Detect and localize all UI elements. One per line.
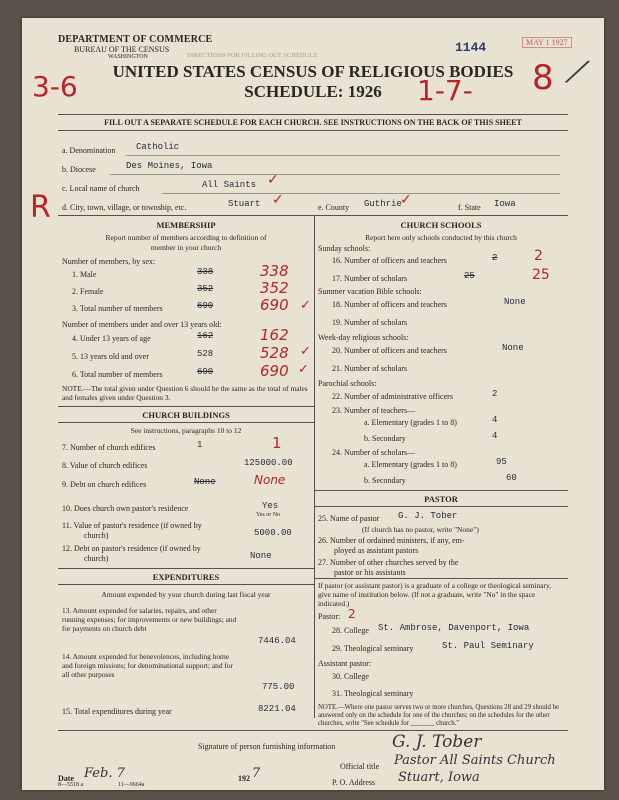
- q22-label: 22. Number of administrative officers: [332, 392, 453, 401]
- received-stamp: MAY 1 1927: [522, 37, 572, 48]
- city-value: Stuart: [228, 199, 261, 209]
- q31-label: 31. Theological seminary: [332, 689, 414, 698]
- q4-label: 4. Under 13 years of age: [72, 334, 151, 343]
- membership-note: NOTE.—The total given under Question 6 should be the same as the total of males and females given under Question 3.: [62, 384, 308, 402]
- q29-value: St. Paul Seminary: [442, 641, 534, 651]
- buildings-heading: CHURCH BUILDINGS: [142, 410, 230, 420]
- rule: [126, 155, 560, 156]
- schedule-title: SCHEDULE: 1926: [244, 82, 382, 101]
- rule: [314, 578, 568, 579]
- serial-number: 1144: [455, 40, 487, 55]
- q25-value: G. J. Tober: [398, 511, 458, 521]
- q10-label: 10. Does church own pastor's residence: [62, 504, 189, 513]
- q27-label-2: pastor or his assistants: [334, 568, 406, 577]
- q12-label-2: church): [84, 554, 109, 563]
- q13-label: 13. Amount expended for salaries, repairs, and other running expenses; for improvements or new buildings; and for payments on church debt: [62, 606, 237, 633]
- r-margin-mark: R: [30, 190, 51, 225]
- q7-typed-value: 1: [197, 440, 203, 450]
- sunday-label: Sunday schools:: [318, 244, 371, 253]
- q14-value: 775.00: [262, 682, 295, 692]
- expenditures-intro: Amount expended by your church during last fiscal year: [101, 590, 271, 599]
- rule: [162, 193, 560, 194]
- q9-label: 9. Debt on church edifices: [62, 480, 147, 489]
- q10-sub: Yes or No: [256, 512, 281, 518]
- q29-label: 29. Theological seminary: [332, 644, 414, 653]
- q4-typed-value: 162: [197, 331, 214, 341]
- membership-intro-2: member in your church: [150, 243, 222, 252]
- q7-hand-value: 1: [272, 434, 282, 452]
- q17-typed: 25: [464, 271, 475, 281]
- assistant-label: Assistant pastor:: [318, 659, 372, 668]
- right-code-mark: 8: [532, 58, 554, 98]
- q8-value: 125000.00: [244, 458, 293, 468]
- form-code-2: 11—9664a: [118, 782, 145, 788]
- bureau-name: BUREAU OF THE CENSUS: [74, 45, 170, 54]
- rule: [58, 114, 568, 115]
- schools-heading: CHURCH SCHOOLS: [400, 220, 482, 230]
- q3-typed-value: 690: [197, 301, 214, 311]
- q27-label: 27. Number of other churches served by the: [318, 558, 459, 567]
- q3-hand-value: 690: [260, 296, 289, 314]
- q28-value: St. Ambrose, Davenport, Iowa: [378, 623, 530, 633]
- q1-typed-value: 338: [197, 267, 214, 277]
- form-code: 8—5518 a: [58, 782, 84, 788]
- q16-typed: 2: [492, 253, 498, 263]
- show-through-heading: DIRECTIONS FOR FILLING OUT SCHEDULE: [187, 52, 318, 59]
- q1-hand-value: 338: [260, 262, 289, 280]
- weekday-label: Week-day religious schools:: [318, 333, 409, 342]
- state-label: f. State: [458, 203, 481, 212]
- check-mark-icon: ✓: [272, 192, 284, 208]
- q14-label: 14. Amount expended for benevolences, including home and foreign missions; for denominational support; and for all other purposes: [62, 652, 233, 679]
- q23a-label: a. Elementary (grades 1 to 8): [364, 418, 457, 427]
- q22-value: 2: [492, 389, 498, 399]
- q2-label: 2. Female: [72, 287, 104, 296]
- county-value: Guthrie: [364, 199, 402, 209]
- q2-typed-value: 352: [197, 284, 214, 294]
- city-label: d. City, town, village, or township, etc.: [62, 203, 187, 212]
- official-title-label: Official title: [340, 762, 380, 771]
- department-name: DEPARTMENT OF COMMERCE: [58, 34, 213, 45]
- church-name-value: All Saints: [202, 180, 257, 190]
- po-address-value: Stuart, Iowa: [398, 770, 480, 785]
- q11-value: 5000.00: [254, 528, 292, 538]
- q12-value: None: [250, 551, 272, 561]
- expenditures-heading: EXPENDITURES: [152, 572, 220, 582]
- by-sex-label: Number of members, by sex:: [62, 257, 156, 266]
- q10-value: Yes: [262, 501, 279, 511]
- q16-hand: 2: [534, 248, 543, 264]
- pastor-heading: PASTOR: [424, 494, 458, 504]
- q3-label: 3. Total number of members: [72, 304, 163, 313]
- form-title: UNITED STATES CENSUS OF RELIGIOUS BODIES: [112, 62, 514, 81]
- rule: [58, 215, 568, 216]
- vacation-label: Summer vacation Bible schools:: [318, 287, 422, 296]
- q18-label: 18. Number of officers and teachers: [332, 300, 447, 309]
- column-divider: [314, 578, 315, 718]
- rule: [314, 490, 568, 491]
- q15-value: 8221.04: [258, 704, 296, 714]
- middle-code-mark: 1-7-: [417, 74, 473, 107]
- schools-intro: Report here only schools conducted by this church: [365, 233, 517, 242]
- po-address-label: P. O. Address: [332, 778, 376, 787]
- rule: [314, 506, 568, 507]
- q20-label: 20. Number of officers and teachers: [332, 346, 447, 355]
- rule: [58, 568, 314, 569]
- by-age-label: Number of members under and over 13 years old:: [62, 320, 222, 329]
- q9-value: None: [194, 477, 216, 487]
- graduate-note: If pastor (or assistant pastor) is a graduate of a college or theological seminary, give name of institution below. (If not a graduate, write "No" in the space indicated.): [318, 581, 552, 608]
- q6-hand-value: 690: [260, 362, 289, 380]
- signature-label: Signature of person furnishing information: [198, 742, 336, 751]
- official-title-value: Pastor All Saints Church: [394, 753, 556, 768]
- q5-label: 5. 13 years old and over: [72, 352, 149, 361]
- rule: [58, 130, 568, 131]
- denomination-label: a. Denomination: [62, 146, 116, 155]
- diocese-label: b. Diocese: [62, 165, 96, 174]
- q11-label: 11. Value of pastor's residence (if owned by: [62, 521, 202, 530]
- q30-label: 30. College: [332, 672, 369, 681]
- q13-value: 7446.04: [258, 636, 296, 646]
- q25-label: 25. Name of pastor: [318, 514, 380, 523]
- pastor-note: NOTE.—Where one pastor serves two or more churches, Questions 28 and 29 should be answered only on the schedule for one of the churches; on the schedules for the other churches, write "See schedule for _______ church.": [318, 704, 560, 727]
- check-mark-icon: ✓: [300, 344, 311, 359]
- membership-heading: MEMBERSHIP: [156, 220, 216, 230]
- q16-label: 16. Number of officers and teachers: [332, 256, 447, 265]
- q15-label: 15. Total expenditures during year: [62, 707, 172, 716]
- q11-label-2: church): [84, 531, 109, 540]
- q9-hand-value: None: [254, 473, 286, 487]
- year-prefix: 192: [238, 774, 250, 783]
- check-mark-icon: ✓: [300, 298, 311, 313]
- q12-label: 12. Debt on pastor's residence (if owned by: [62, 544, 201, 553]
- q24b-value: 60: [506, 473, 517, 483]
- q24a-value: 95: [496, 457, 507, 467]
- check-mark-icon: ╱: [565, 56, 589, 88]
- pastor-mark: 2: [348, 607, 356, 621]
- census-schedule-sheet: [22, 18, 604, 790]
- q4-hand-value: 162: [260, 326, 289, 344]
- q6-typed-value: 690: [197, 367, 214, 377]
- year-suffix: 7: [252, 766, 261, 781]
- county-label: e. County: [318, 203, 350, 212]
- check-mark-icon: ✓: [267, 172, 279, 188]
- q6-label: 6. Total number of members: [72, 370, 163, 379]
- check-mark-icon: ✓: [400, 192, 412, 208]
- q5-typed-value: 528: [197, 349, 214, 359]
- q2-hand-value: 352: [260, 279, 289, 297]
- q17-label: 17. Number of scholars: [332, 274, 408, 283]
- rule: [110, 174, 560, 175]
- q23a-value: 4: [492, 415, 498, 425]
- q25-sub: (If church has no pastor, write "None"): [362, 525, 479, 534]
- column-divider: [314, 215, 315, 578]
- buildings-subheading: See instructions, paragraphs 10 to 12: [130, 426, 242, 435]
- rule: [58, 406, 314, 407]
- q24-label: 24. Number of scholars—: [332, 448, 416, 457]
- rule: [58, 584, 314, 585]
- instructions-line: FILL OUT A SEPARATE SCHEDULE FOR EACH CHURCH. SEE INSTRUCTIONS ON THE BACK OF THIS SHEET: [104, 118, 522, 127]
- q21-label: 21. Number of scholars: [332, 364, 408, 373]
- q8-label: 8. Value of church edifices: [62, 461, 148, 470]
- q17-hand: 25: [532, 267, 550, 283]
- q23-label: 23. Number of teachers—: [332, 406, 416, 415]
- city-name: WASHINGTON: [108, 54, 148, 60]
- q20-value: None: [502, 343, 524, 353]
- q5-hand-value: 528: [260, 344, 289, 362]
- q28-label: 28. College: [332, 626, 369, 635]
- q7-label: 7. Number of church edifices: [62, 443, 156, 452]
- membership-intro: Report number of members according to definition of: [105, 233, 267, 242]
- q18-value: None: [504, 297, 526, 307]
- q26-label: 26. Number of ordained ministers, if any, em-: [318, 536, 465, 545]
- parochial-label: Parochial schools:: [318, 379, 377, 388]
- q23b-value: 4: [492, 431, 498, 441]
- rule: [58, 422, 314, 423]
- rule: [58, 730, 568, 731]
- check-mark-icon: ✓: [298, 362, 309, 377]
- q24a-label: a. Elementary (grades 1 to 8): [364, 460, 457, 469]
- date-value: Feb. 7: [84, 766, 125, 781]
- pastor-sub-label: Pastor:: [318, 612, 341, 621]
- state-value: Iowa: [494, 199, 516, 209]
- q1-label: 1. Male: [72, 270, 97, 279]
- church-name-label: c. Local name of church: [62, 184, 140, 193]
- q24b-label: b. Secondary: [364, 476, 406, 485]
- q26-label-2: ployed as assistant pastors: [334, 546, 419, 555]
- signature-value: G. J. Tober: [392, 732, 482, 752]
- q19-label: 19. Number of scholars: [332, 318, 408, 327]
- date-label: Date: [58, 774, 74, 783]
- left-code-mark: 3-6: [32, 70, 78, 103]
- diocese-value: Des Moines, Iowa: [126, 161, 213, 171]
- denomination-value: Catholic: [136, 142, 180, 152]
- q23b-label: b. Secondary: [364, 434, 406, 443]
